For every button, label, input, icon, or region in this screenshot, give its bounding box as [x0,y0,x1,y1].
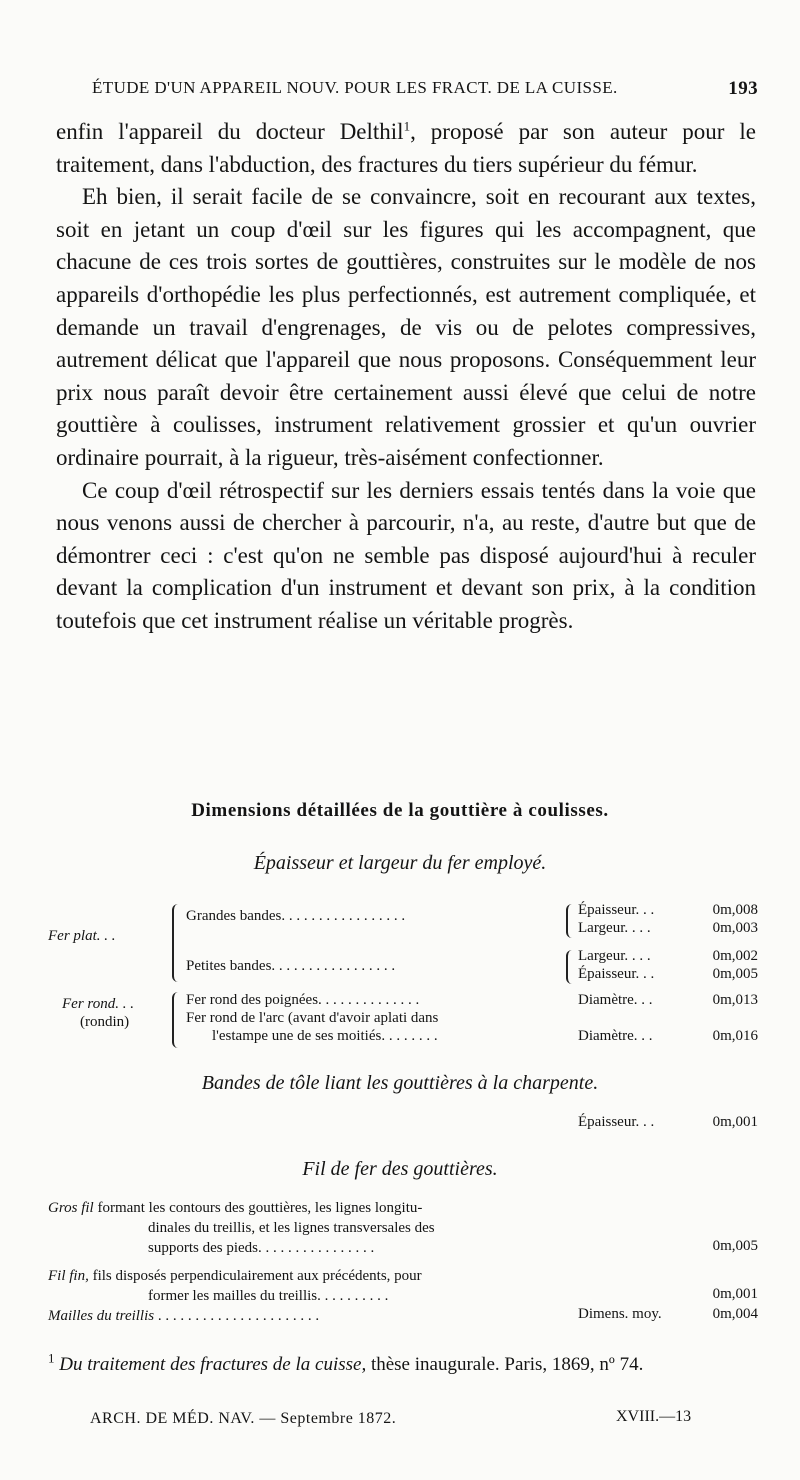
footnote-rest: thèse inaugurale. Paris, 1869, nº 74. [366,1354,644,1375]
fer-rond-poignees: Fer rond des poignées. . . . . . . . . . . . . . [186,992,420,1008]
mailles-entry: Mailles du treillis . . . . . . . . . . . . . . . . . . . . . . [48,1308,320,1324]
gb-largeur-label: Largeur. . . . [578,920,651,936]
fil-fin-value: 0m,001 [712,1286,758,1302]
footnote-marker: 1 [48,1350,55,1366]
paragraph-1: enfin l'appareil du docteur Delthil$^1$, proposé par son auteur pour le traitement, dans l'abduction, des fractures du tiers supérieur du fémur. [56,118,756,177]
fer-rond-label: Fer rond. . . [62,996,134,1012]
gb-epaisseur-value: 0m,008 [712,902,758,918]
petites-bandes: Petites bandes. . . . . . . . . . . . . . . . . [186,958,396,974]
fer-rond-brace [172,992,179,1048]
paragraph-2: Eh bien, il serait facile de se convaincre, soit en recourant aux textes, soit en jetant un coup d'œil sur les figures qui les accompagnent, que chacune de ces trois sortes de gouttières, construites sur le modèle de nos appareils d'orthopédie les plus perfectionnés, est autrement compliquée, et demande un travail d'engrenages, de vis ou de pelotes compressives, autrement délicat que l'appareil que nous proposons. Conséquemment leur prix nous paraît devoir être certainement aussi élevé que celui de notre gouttière à coulisses, instrument relativement grossier et qu'un ouvrier ordinaire pourrait, à la rigueur, très-aisément confectionner. [56,184,756,470]
arc-dim-label: Diamètre. . . [578,1028,653,1044]
pb-epaisseur-value: 0m,005 [712,966,758,982]
footnote-title: Du traitement des fractures de la cuisse, [59,1354,367,1375]
mailles-dim-label: Dimens. moy. [578,1306,662,1322]
gros-fil-value: 0m,005 [712,1238,758,1254]
footnote [48,1352,754,1378]
footer-signature: XVIII.—13 [616,1408,692,1425]
tole-epaisseur-label: Épaisseur. . . [578,1114,655,1130]
section1-title: Épaisseur et largeur du fer employé. [253,852,547,874]
mailles-label: Mailles du treillis [48,1308,155,1324]
rondin-label: (rondin) [80,1014,130,1030]
mailles-value: 0m,004 [712,1306,758,1322]
section2-title: Bandes de tôle liant les gouttières à la charpente. [201,1072,599,1094]
gb-epaisseur-label: Épaisseur. . . [578,902,655,918]
footer-journal: ARCH. DE MÉD. NAV. — Septembre 1872. [90,1410,397,1427]
fil-fin-label: Fil fin, [48,1268,89,1284]
gros-fil-label: Gros fil [48,1200,94,1216]
pb-largeur-label: Largeur. . . . [578,948,651,964]
gros-fil-entry: Gros fil formant les contours des gouttières, les lignes longitu- dinales du treillis, et les lignes transversales des supports des pieds. . . . . . . . . . . . . . . . [48,1200,435,1256]
fer-plat-label: Fer plat. . . [48,928,116,944]
pb-epaisseur-label: Épaisseur. . . [578,966,655,982]
fer-plat-brace [172,904,179,982]
running-head [92,78,758,100]
running-title: ÉTUDE D'UN APPAREIL NOUV. POUR LES FRACT. DE LA CUISSE. [92,78,618,97]
tole-epaisseur-value: 0m,001 [712,1114,758,1130]
main-text [56,116,756,638]
dimensions-heading: Dimensions détaillées de la gouttière à coulisses. [191,800,609,821]
fil-fin-entry: Fil fin, fils disposés perpendiculairement aux précédents, pour former les mailles du treillis. . . . . . . . . . [48,1268,422,1304]
fer-rond-arc-1: Fer rond de l'arc (avant d'avoir aplati dans [186,1010,439,1026]
poignees-dim-label: Diamètre. . . [578,992,653,1008]
pb-largeur-value: 0m,002 [712,948,758,964]
gb-largeur-value: 0m,003 [712,920,758,936]
poignees-value: 0m,013 [712,992,758,1008]
section3-title: Fil de fer des gouttières. [302,1158,498,1180]
arc-value: 0m,016 [712,1028,758,1044]
paragraph-3: Ce coup d'œil rétrospectif sur les derniers essais tentés dans la voie que nous venons aussi de chercher à parcourir, n'a, au reste, d'autre but que de démontrer ceci : c'est qu'on ne semble pas disposé aujourd'hui à reculer devant la complication d'un instrument et devant son prix, à la condition toutefois que cet instrument réalise un véritable progrès. [56,477,756,633]
grandes-bandes: Grandes bandes. . . . . . . . . . . . . . . . . [186,908,406,924]
page-number: 193 [728,78,758,99]
petites-bandes-brace [566,950,573,984]
grandes-bandes-brace [566,904,573,938]
fer-rond-arc-2: l'estampe une de ses moitiés. . . . . . . . [212,1028,438,1044]
footnote-ref: 1 [403,118,411,134]
